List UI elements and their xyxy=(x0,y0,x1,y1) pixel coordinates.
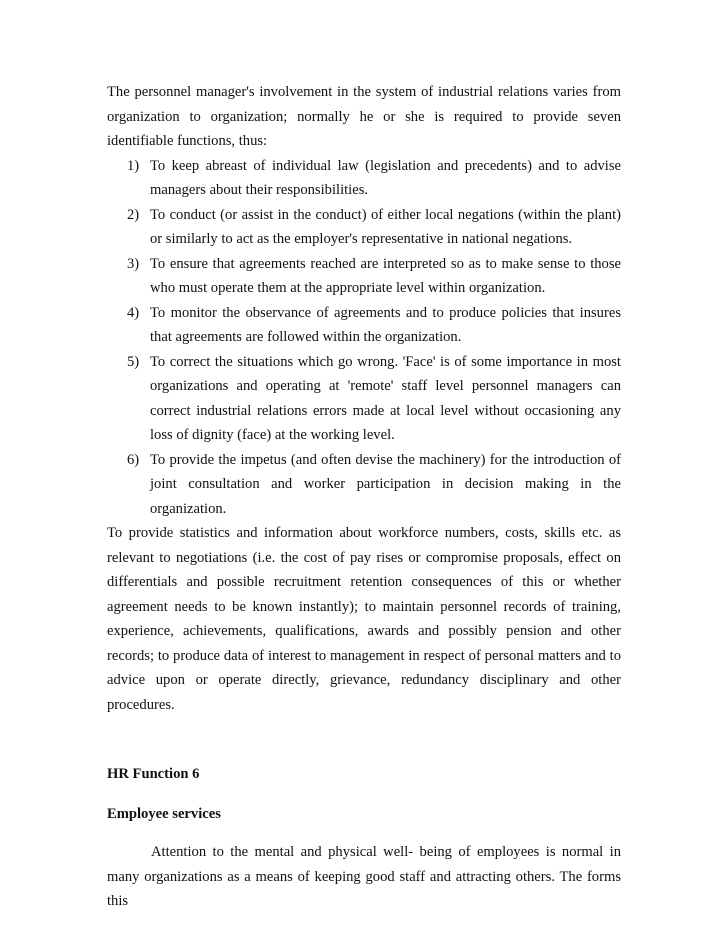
functions-list xyxy=(107,154,621,522)
list-item-number: 5) xyxy=(127,353,140,370)
section-heading: HR Function 6 xyxy=(107,766,200,782)
list-item-number: 6) xyxy=(127,451,140,468)
list-item xyxy=(107,448,621,522)
list-item-text: To monitor the observance of agreements and to produce policies that insures that agreements are followed within the organization. xyxy=(150,304,621,345)
list-item-text: To correct the situations which go wrong. 'Face' is of some importance in most organizations and operating at 'remote' staff level personnel managers can correct industrial relations errors made at local level without occasioning any loss of dignity (face) at the working level. xyxy=(150,353,621,443)
list-item xyxy=(107,154,621,203)
list-item-text: To conduct (or assist in the conduct) of either local negations (within the plant) or similarly to act as the employer's representative in national negations. xyxy=(150,206,621,247)
list-item-text: To provide the impetus (and often devise the machinery) for the introduction of joint consultation and worker participation in decision making in the organization. xyxy=(150,451,621,517)
list-item-number: 2) xyxy=(127,206,140,223)
list-item-text: To ensure that agreements reached are interpreted so as to make sense to those who must operate them at the appropriate level within organization. xyxy=(150,255,621,296)
list-item xyxy=(107,350,621,448)
section-subheading: Employee services xyxy=(107,805,221,822)
list-item-number: 4) xyxy=(127,304,140,321)
list-item-number: 1) xyxy=(127,157,140,174)
employee-services-paragraph: Attention to the mental and physical well- being of employees is normal in many organizations as a means of keeping good staff and attracting others. The forms this xyxy=(107,844,621,909)
list-item-text: To keep abreast of individual law (legislation and precedents) and to advise managers about their responsibilities. xyxy=(150,157,621,198)
intro-paragraph: The personnel manager's involvement in the system of industrial relations varies from organization to organization; normally he or she is required to provide seven identifiable functions, thus: xyxy=(107,84,621,149)
seventh-function-paragraph: To provide statistics and information about workforce numbers, costs, skills etc. as relevant to negotiations (i.e. the cost of pay rises or compromise proposals, effect on differentials and possible recruitment retention consequences of this or whether agreement needs to be known instantly); to maintain personnel records of training, experience, achievements, qualifications, awards and possibly pension and other records; to produce data of interest to management in respect of personal matters and to advice upon or operate directly, grievance, redundancy disciplinary and other procedures. xyxy=(107,525,621,713)
document-page xyxy=(107,80,621,914)
list-item xyxy=(107,252,621,301)
list-item xyxy=(107,203,621,252)
list-item xyxy=(107,301,621,350)
list-item-number: 3) xyxy=(127,255,140,272)
